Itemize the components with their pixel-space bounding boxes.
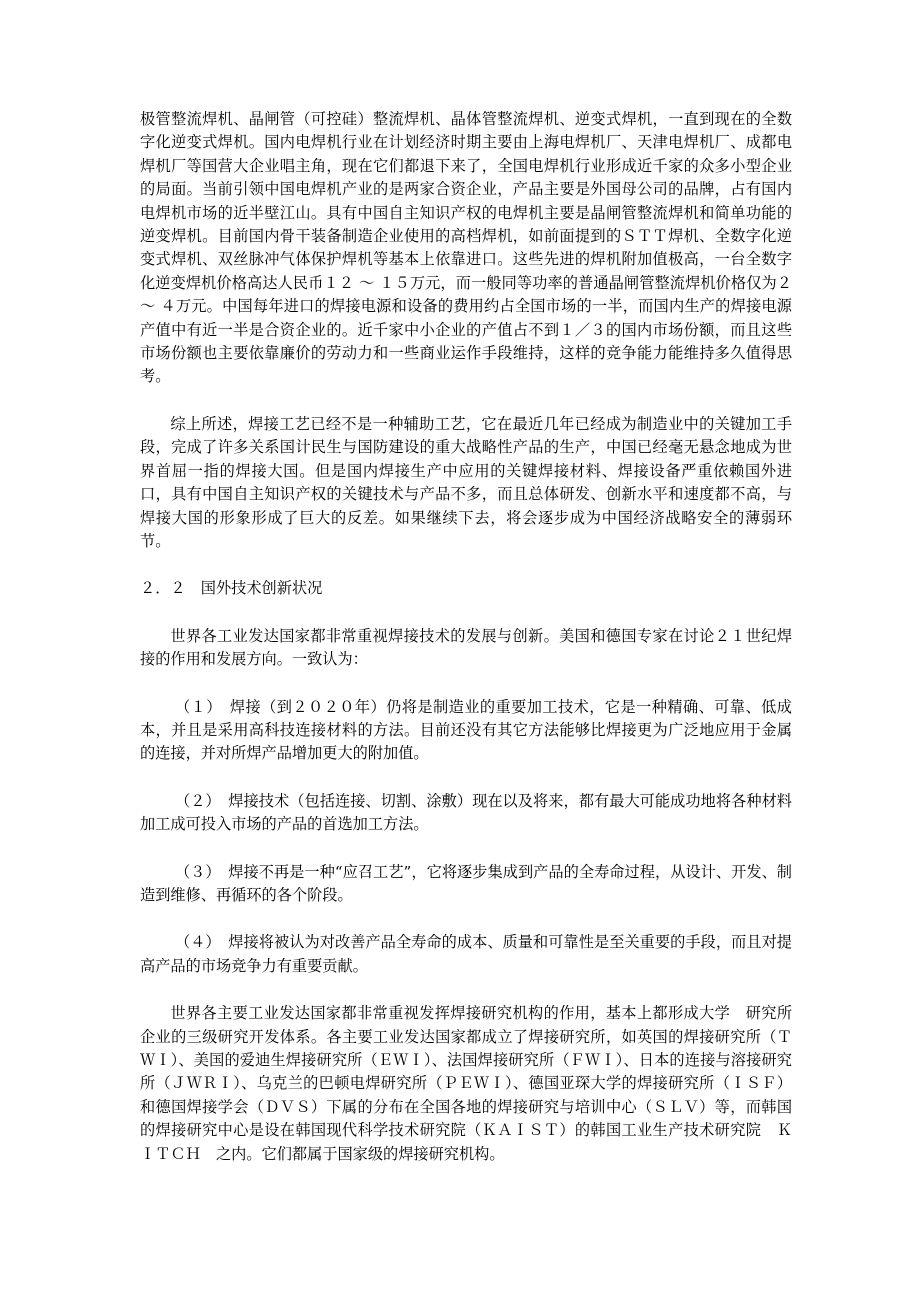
list-item: （２） 焊接技术（包括连接、切割、涂敷）现在以及将来，都有最大可能成功地将各种材料加工成可投入市场的产品的首选加工方法。 xyxy=(140,791,792,834)
body-paragraph: 极管整流焊机、晶闸管（可控硅）整流焊机、晶体管整流焊机、逆变式焊机，一直到现在的全数字化逆变式焊机。国内电焊机行业在计划经济时期主要由上海电焊机厂、天津电焊机厂、成都电焊机厂等国营大企业唱主角，现在它们都退下来了，全国电焊机行业形成近千家的众多小型企业的局面。当前引领中国电焊机产业的是两家合资企业，产品主要是外国母公司的品牌，占有国内电焊机市场的近半壁江山。具有中国自主知识产权的电焊机主要是晶闸管整流焊机和简单功能的逆变焊机。目前国内骨干装备制造企业使用的高档焊机，如前面提到的ＳＴＴ焊机、全数字化逆变式焊机、双丝脉冲气体保护焊机等基本上依靠进口。这些先进的焊机附加值极高，一台全数字化逆变焊机价格高达人民币１２ ～ １５万元，而一般同等功率的普通晶闸管整流焊机价格仅为２ ～ ４万元。中国每年进口的焊接电源和设备的费用约占全国市场的一半，而国内生产的焊接电源产值中有近一半是合资企业的。近千家中小企业的产值占不到１／３的国内市场份额，而且这些市场份额也主要依靠廉价的劳动力和一些商业运作手段维持，这样的竞争能力能维持多久值得思考。 xyxy=(140,110,792,386)
list-item: （１） 焊接（到２０２０年）仍将是制造业的重要加工技术，它是一种精确、可靠、低成本，并且是采用高科技连接材料的方法。目前还没有其它方法能够比焊接更为广泛地应用于金属的连接，并对所焊产品增加更大的附加值。 xyxy=(140,697,792,763)
section-heading: ２．２ 国外技术创新状况 xyxy=(140,579,323,598)
body-paragraph: 世界各主要工业发达国家都非常重视发挥焊接研究机构的作用，基本上都形成大学 研究所 企业的三级研究开发体系。各主要工业发达国家都成立了焊接研究所，如英国的焊接研究所（ＴＷＩ）、美国的爱迪生焊接研究所（ＥＷＩ）、法国焊接研究所（ＦＷＩ）、日本的连接与溶接研究所（ＪＷＲＩ）、乌克兰的巴顿电焊研究所（ＰＥＷＩ）、德国亚琛大学的焊接研究所（ＩＳＦ）和德国焊接学会（ＤＶＳ）下属的分布在全国各地的焊接研究与培训中心（ＳＬＶ）等，而韩国的焊接研究中心是设在韩国现代科学技术研究院（ＫＡＩＳＴ）的韩国工业生产技术研究院 ＫＩＴＣＨ 之内。它们都属于国家级的焊接研究机构。 xyxy=(140,1004,808,1163)
document-page xyxy=(140,108,808,1190)
list-item: （３） 焊接不再是一种“应召工艺”，它将逐步集成到产品的全寿命过程，从设计、开发、制造到维修、再循环的各个阶段。 xyxy=(140,862,792,904)
list-item: （４） 焊接将被认为对改善产品全寿命的成本、质量和可靠性是至关重要的手段，而且对提高产品的市场竞争力有重要贡献。 xyxy=(140,933,792,975)
body-paragraph: 综上所述，焊接工艺已经不是一种辅助工艺，它在最近几年已经成为制造业中的关键加工手段，完成了许多关系国计民生与国防建设的重大战略性产品的生产，中国已经毫无悬念地成为世界首屈一指的焊接大国。但是国内焊接生产中应用的关键焊接材料、焊接设备严重依赖国外进口，具有中国自主知识产权的关键技术与产品不多，而且总体研发、创新水平和速度都不高，与焊接大国的形象形成了巨大的反差。如果继续下去，将会逐步成为中国经济战略安全的薄弱环节。 xyxy=(140,414,792,550)
body-paragraph: 世界各工业发达国家都非常重视焊接技术的发展与创新。美国和德国专家在讨论２１世纪焊接的作用和发展方向。一致认为： xyxy=(140,626,792,669)
